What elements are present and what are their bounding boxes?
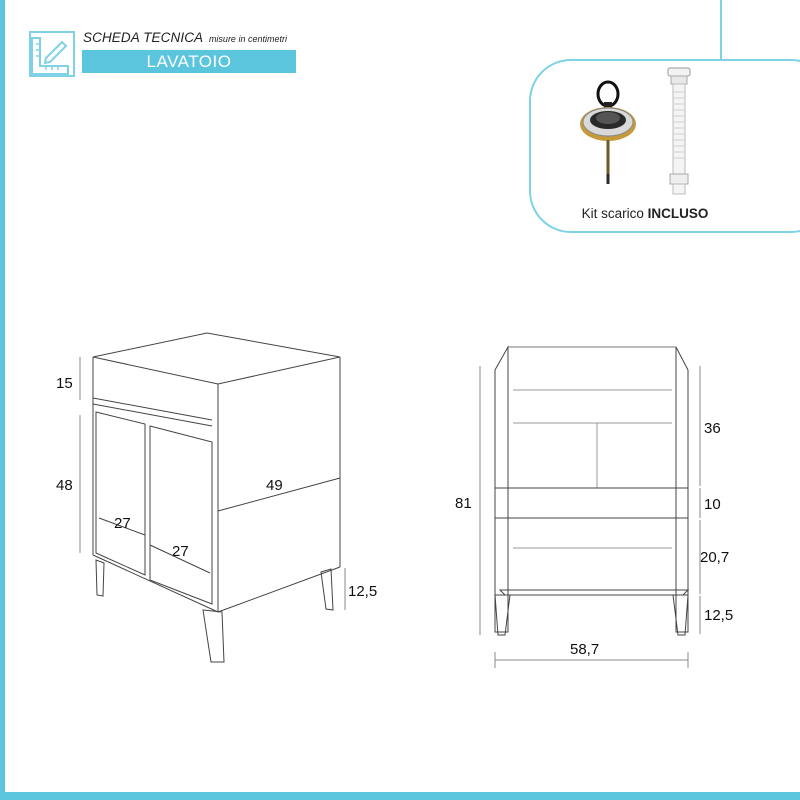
top-band-line-inner <box>93 404 212 426</box>
base-front-line <box>93 555 218 612</box>
dim-door-width-right: 27 <box>172 543 189 560</box>
drawer-band <box>495 488 688 518</box>
leg-front <box>203 610 224 662</box>
dim-top-height: 15 <box>56 375 73 392</box>
sheet-title: SCHEDA TECNICA <box>83 30 204 45</box>
dim-leg-height-front: 12,5 <box>348 583 378 600</box>
sheet-subtitle: misure in centimetri <box>208 34 287 44</box>
top-band-line <box>93 398 212 420</box>
kit-caption-bold: INCLUSO <box>647 206 709 221</box>
door-left <box>96 412 145 575</box>
dim-width: 58,7 <box>570 641 600 658</box>
left-accent-bar <box>0 0 5 800</box>
dim-shelf-band: 10 <box>704 496 721 513</box>
bottom-shelf <box>500 590 688 595</box>
leg-back-right <box>321 569 333 610</box>
product-name: LAVATOIO <box>146 51 232 71</box>
dim-door-height: 48 <box>56 477 73 494</box>
dim-lower-opening: 20,7 <box>700 549 730 566</box>
side-leg-right <box>673 595 688 635</box>
front-perspective-view <box>80 333 345 662</box>
dim-leg-height-side: 12,5 <box>704 607 734 624</box>
kit-caption-text: Kit scarico <box>581 206 644 221</box>
side-panel-left <box>495 347 508 632</box>
dim-total-height: 81 <box>455 495 472 512</box>
dim-door-width-left: 27 <box>114 515 131 532</box>
basin-top-outline <box>93 333 340 384</box>
side-panel-right <box>676 347 688 632</box>
leg-back-left <box>96 560 104 596</box>
bottom-accent-bar <box>0 792 800 800</box>
dim-upper-opening: 36 <box>704 420 721 437</box>
side-elevation-view <box>480 347 700 668</box>
door-right <box>150 426 212 604</box>
dim-side-depth: 49 <box>266 477 283 494</box>
